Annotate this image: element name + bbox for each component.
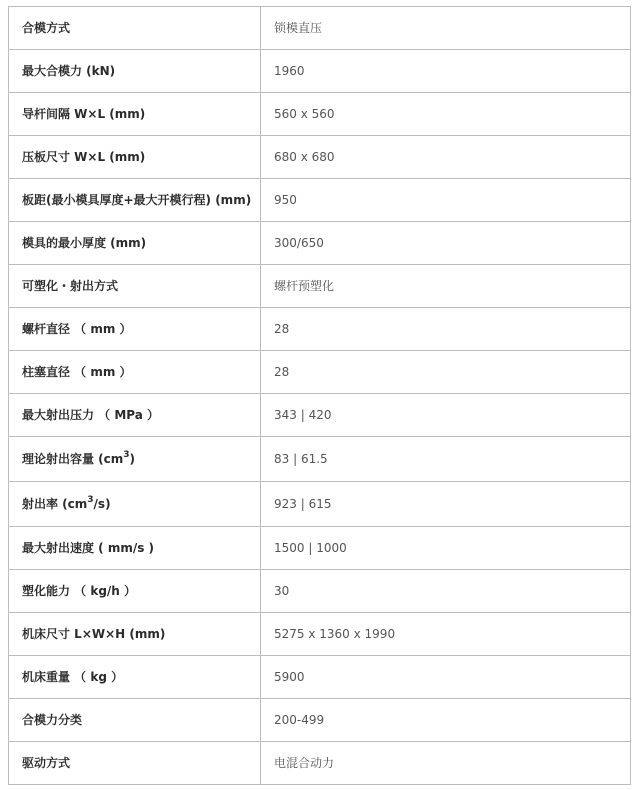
table-row [9, 351, 631, 394]
row-label: 螺杆直径 （ mm ） [9, 308, 261, 351]
table-row [9, 742, 631, 785]
table-row [9, 50, 631, 93]
row-value: 5275 x 1360 x 1990 [261, 613, 631, 656]
table-row [9, 265, 631, 308]
row-label: 导杆间隔 W×L (mm) [9, 93, 261, 136]
row-value: 343 | 420 [261, 394, 631, 437]
row-value: 680 x 680 [261, 136, 631, 179]
row-value: 923 | 615 [261, 482, 631, 527]
row-label: 可塑化・射出方式 [9, 265, 261, 308]
row-value: 锁模直压 [261, 7, 631, 50]
row-value: 螺杆预塑化 [261, 265, 631, 308]
row-value: 28 [261, 308, 631, 351]
table-row [9, 570, 631, 613]
row-value: 28 [261, 351, 631, 394]
row-label: 板距(最小模具厚度+最大开模行程) (mm) [9, 179, 261, 222]
table-row [9, 437, 631, 482]
row-value: 5900 [261, 656, 631, 699]
row-label-text: 射出率 (cm [22, 497, 88, 511]
row-label: 机床尺寸 L×W×H (mm) [9, 613, 261, 656]
superscript: 3 [123, 450, 130, 460]
table-row [9, 527, 631, 570]
table-row [9, 136, 631, 179]
row-value: 电混合动力 [261, 742, 631, 785]
row-label: 模具的最小厚度 (mm) [9, 222, 261, 265]
row-label-text-end: /s) [93, 497, 111, 511]
table-row [9, 222, 631, 265]
row-label: 压板尺寸 W×L (mm) [9, 136, 261, 179]
row-label [9, 482, 261, 527]
row-value: 950 [261, 179, 631, 222]
table-row [9, 308, 631, 351]
row-value: 30 [261, 570, 631, 613]
table-row [9, 699, 631, 742]
table-row [9, 482, 631, 527]
row-label: 最大合模力 (kN) [9, 50, 261, 93]
row-label: 合模方式 [9, 7, 261, 50]
row-value: 1960 [261, 50, 631, 93]
table-row [9, 7, 631, 50]
row-label: 机床重量 （ kg ） [9, 656, 261, 699]
row-label: 最大射出速度 ( mm/s ) [9, 527, 261, 570]
table-row [9, 93, 631, 136]
row-value: 560 x 560 [261, 93, 631, 136]
table-row [9, 394, 631, 437]
row-label-text: 理论射出容量 (cm [22, 452, 124, 466]
table-row [9, 656, 631, 699]
row-value: 1500 | 1000 [261, 527, 631, 570]
row-label: 合模力分类 [9, 699, 261, 742]
row-value: 200-499 [261, 699, 631, 742]
row-label-text-end: ) [129, 452, 136, 466]
row-label: 柱塞直径 （ mm ） [9, 351, 261, 394]
row-value: 83 | 61.5 [261, 437, 631, 482]
row-label [9, 437, 261, 482]
table-row [9, 613, 631, 656]
row-label: 塑化能力 （ kg/h ） [9, 570, 261, 613]
table-row [9, 179, 631, 222]
row-value: 300/650 [261, 222, 631, 265]
spec-table [8, 6, 631, 785]
superscript: 3 [87, 495, 94, 505]
row-label: 最大射出压力 （ MPa ） [9, 394, 261, 437]
row-label: 驱动方式 [9, 742, 261, 785]
